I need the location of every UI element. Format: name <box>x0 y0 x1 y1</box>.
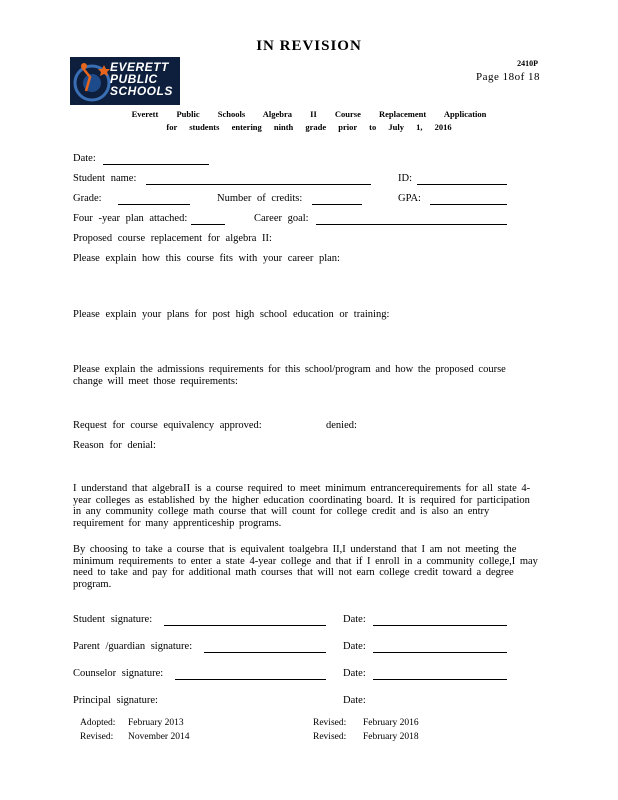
credits-field[interactable] <box>312 204 362 205</box>
date-field[interactable] <box>103 164 209 165</box>
logo-line: SCHOOLS <box>110 84 173 98</box>
post-hs-question: Please explain your plans for post high school education or training: <box>73 309 390 320</box>
parent-signature-label: Parent /guardian signature: <box>73 641 193 652</box>
parent-date-label: Date: <box>343 641 366 652</box>
career-goal-label: Career goal: <box>254 213 309 224</box>
counselor-signature-label: Counselor signature: <box>73 668 164 679</box>
page-number: Page 18of 18 <box>475 71 540 83</box>
principal-date-label: Date: <box>343 695 366 706</box>
adopted-label: Adopted: <box>80 718 116 728</box>
denial-reason-label: Reason for denial: <box>73 440 156 451</box>
form-subheading: for students entering ninth grade prior to July 1, 2016 <box>166 122 452 132</box>
id-label: ID: <box>398 173 412 184</box>
student-date-field[interactable] <box>373 625 507 626</box>
revised-date: February 2016 <box>363 718 419 728</box>
form-code: 2410P <box>517 59 538 68</box>
logo-line: EVERETT <box>110 60 169 74</box>
parent-signature-field[interactable] <box>204 652 326 653</box>
student-signature-field[interactable] <box>164 625 326 626</box>
revised-date: November 2014 <box>128 732 190 742</box>
grade-label: Grade: <box>73 193 102 204</box>
revised-date: February 2018 <box>363 732 419 742</box>
revised-label: Revised: <box>313 732 347 742</box>
four-year-plan-field[interactable] <box>191 224 225 225</box>
principal-signature-label: Principal signature: <box>73 695 158 706</box>
student-signature-label: Student signature: <box>73 614 153 625</box>
counselor-date-label: Date: <box>343 668 366 679</box>
form-heading: Everett Public Schools Algebra II Course Replacement Application <box>131 109 487 119</box>
adopted-date: February 2013 <box>128 718 184 728</box>
equivalency-label: Request for course equivalency approved: <box>73 420 262 431</box>
proposed-course-label: Proposed course replacement for algebra II: <box>73 233 272 244</box>
id-field[interactable] <box>417 184 507 185</box>
counselor-date-field[interactable] <box>373 679 507 680</box>
credits-label: Number of credits: <box>217 193 303 204</box>
revised-label: Revised: <box>80 732 114 742</box>
career-goal-field[interactable] <box>316 224 507 225</box>
logo-line: PUBLIC <box>110 72 158 86</box>
grade-field[interactable] <box>118 204 190 205</box>
date-label: Date: <box>73 153 96 164</box>
admissions-question: Please explain the admissions requirements for this school/program and how the proposed course change will meet those requirements: <box>73 364 506 387</box>
algebra-requirement-statement: I understand that algebraII is a course required to meet minimum entrancerequirements for all state 4-year colleges as established by the higher education coordinating board. It is required for participation in any community college math course that will count for college credit and is also an entry requirement for many apprenticeship programs. <box>73 483 531 529</box>
document-title: IN REVISION <box>256 38 362 54</box>
gpa-field[interactable] <box>430 204 507 205</box>
everett-public-schools-logo <box>70 57 180 105</box>
career-plan-question: Please explain how this course fits with your career plan: <box>73 253 340 264</box>
student-name-field[interactable] <box>146 184 371 185</box>
gpa-label: GPA: <box>398 193 421 204</box>
logo-text <box>110 61 173 97</box>
equivalent-course-statement: By choosing to take a course that is equivalent toalgebra II,I understand that I am not meeting the minimum requirements to enter a state 4-year college and that if I enroll in a community college,I may need to take and pay for additional math courses that will not earn college credit toward a degree program. <box>73 544 538 590</box>
student-name-label: Student name: <box>73 173 137 184</box>
denied-label: denied: <box>326 420 357 431</box>
parent-date-field[interactable] <box>373 652 507 653</box>
counselor-signature-field[interactable] <box>175 679 326 680</box>
revised-label: Revised: <box>313 718 347 728</box>
four-year-plan-label: Four -year plan attached: <box>73 213 188 224</box>
student-date-label: Date: <box>343 614 366 625</box>
